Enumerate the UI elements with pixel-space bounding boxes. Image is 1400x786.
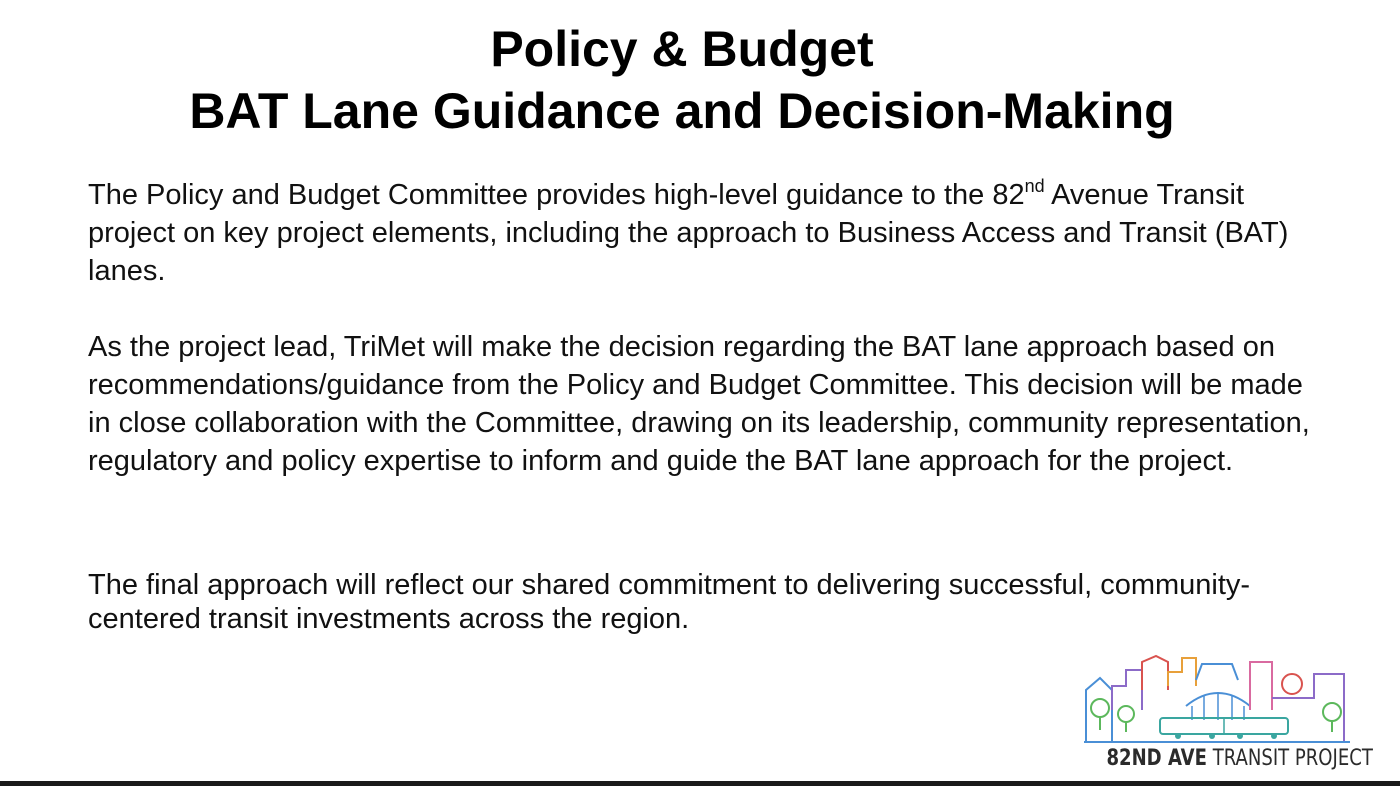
slide-title xyxy=(0,18,1364,142)
logo-text-bold: 82ND AVE xyxy=(1106,746,1207,771)
logo-text-light: TRANSIT PROJECT xyxy=(1206,746,1373,771)
ordinal-suffix: nd xyxy=(1024,176,1045,196)
paragraph-1-text-continued: Avenue Transit project on key project elements, including the approach to Business Access and Transit (BAT) lanes. xyxy=(88,179,1289,287)
paragraph-guidance xyxy=(88,176,1328,290)
bottom-divider xyxy=(0,781,1400,786)
title-line-2: BAT Lane Guidance and Decision-Making xyxy=(189,83,1175,139)
project-logo xyxy=(1082,650,1373,776)
city-skyline-bus-icon xyxy=(1082,650,1354,746)
title-line-1: Policy & Budget xyxy=(490,21,874,77)
paragraph-1-text: The Policy and Budget Committee provides high-level guidance to the 82 xyxy=(88,179,1025,211)
paragraph-decision: As the project lead, TriMet will make the decision regarding the BAT lane approach based on recommendations/guidance from the Policy and Budget Committee. This decision will be made in close collaboration with the Committee, drawing on its leadership, community representation, regulatory and policy expertise to inform and guide the BAT lane approach for the project. xyxy=(88,331,1310,477)
logo-wordmark xyxy=(1106,746,1373,771)
paragraph-final-approach: The final approach will reflect our shared commitment to delivering successful, community-centered transit investments across the region. xyxy=(88,569,1251,635)
